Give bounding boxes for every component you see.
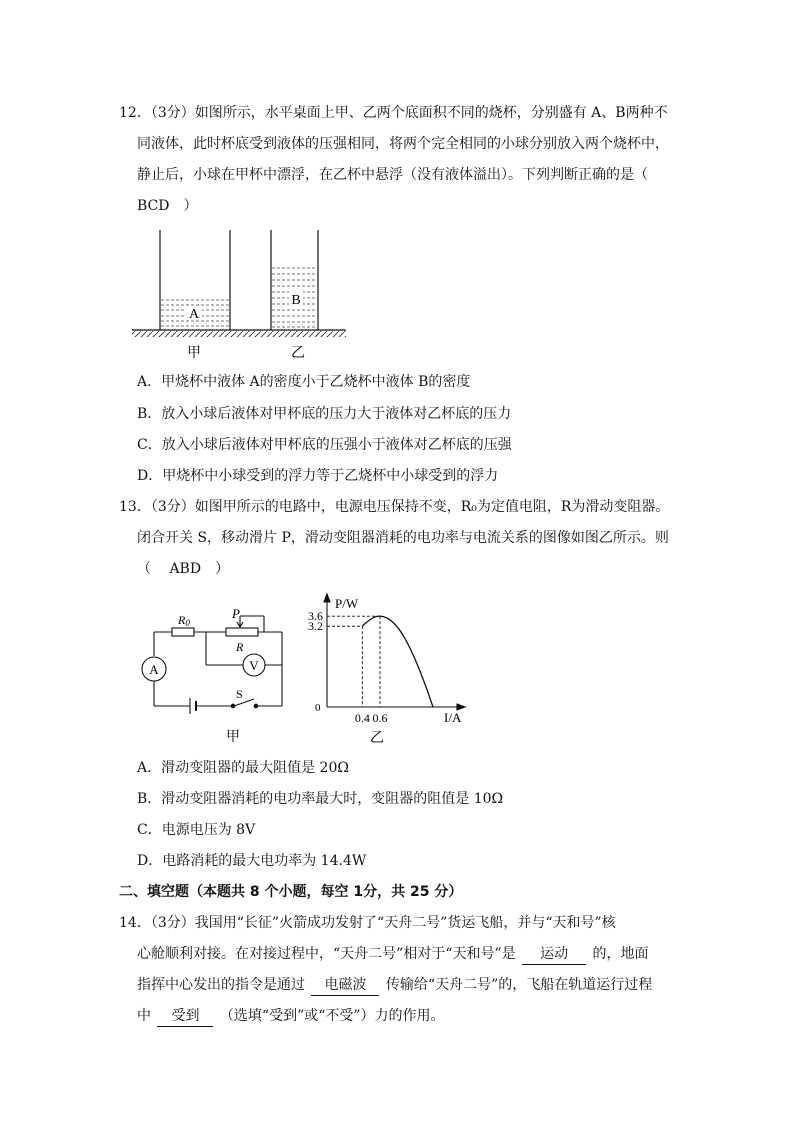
q14-line-4-text-b: （选填“受到”或“不受”）力的作用。 [219,1008,445,1024]
y-tick-label: 3.2 [308,619,323,634]
q12-beakers-figure [128,224,358,364]
x-axis-label: I/A [444,710,462,725]
liquid-a-label: A [188,307,200,322]
q12-option-d: D．甲烧杯中小球受到的浮力等于乙烧杯中小球受到的浮力 [137,468,499,484]
q12-option-c: C．放入小球后液体对甲杯底的压强小于液体对乙杯底的压强 [137,437,512,453]
q12-answer: BCD ） [137,198,198,214]
q13-answer: （ ABD ） [137,561,230,577]
ammeter-label: A [149,662,159,677]
q13-power-current-graph [298,590,478,750]
q13-circuit-figure [136,606,296,748]
circuit-caption: 甲 [226,729,240,745]
q13-option-c: C．电源电压为 8V [137,822,256,838]
q13-line-2: 闭合开关 S，移动滑片 P，滑动变阻器消耗的电功率与电流关系的图像如图乙所示。则 [137,530,669,546]
q14-blank-1: 运动 [522,944,586,965]
q13-option-a: A．滑动变阻器的最大阻值是 20Ω [137,760,349,776]
q14-blank-2: 电磁波 [311,975,379,996]
beaker-b [271,230,318,330]
q12-line-2: 同液体，此时杯底受到液体的压强相同，将两个完全相同的小球分别放入两个烧杯中， [137,136,669,152]
beaker-a [160,230,230,330]
q14-line-3 [137,975,652,996]
origin-label: 0 [315,702,321,714]
q12-option-b: B．放入小球后液体对甲杯底的压力大于液体对乙杯底的压力 [137,406,512,422]
caption-yi: 乙 [291,345,305,361]
liquid-b-label: B [291,293,301,308]
q14-line-3-text-b: 传输给“天舟二号”的，飞船在轨道运行过程 [385,977,653,993]
graph-caption: 乙 [370,730,384,746]
y-axis-label: P/W [335,596,359,611]
q13-option-d: D．电路消耗的最大电功率为 14.4W [137,853,367,869]
section-title: 二、填空题（本题共 8 个小题，每空 1分，共 25 分） [119,884,463,900]
q13-option-b: B．滑动变阻器消耗的电功率最大时，变阻器的阻值是 10Ω [137,791,504,807]
caption-jia: 甲 [187,345,201,361]
voltmeter-label: V [249,658,259,673]
q12-line-3: 静止后，小球在甲杯中漂浮，在乙杯中悬浮（没有液体溢出）。下列判断正确的是（ [137,167,648,183]
q12-option-a: A．甲烧杯中液体 A的密度小于乙烧杯中液体 B的密度 [137,374,471,390]
rheostat-r-label: R [236,640,244,654]
q14-line-4 [137,1006,445,1027]
q12-line-1: 12．（3分）如图所示，水平桌面上甲、乙两个底面积不同的烧杯，分别盛有 A、B两种不 [119,105,668,121]
q14-line-1: 14．（3分）我国用“长征”火箭成功发射了“天舟二号”货运飞船，并与“天和号”核 [119,915,616,931]
r0-label: R0 [178,613,190,628]
q14-line-2-text-b: 的，地面 [592,946,649,962]
x-tick-label: 0.6 [372,711,388,725]
q14-blank-3: 受到 [157,1006,213,1027]
slider-p-label: P [232,606,240,621]
x-tick-label: 0.4 [354,711,370,725]
switch-label: S [236,687,243,701]
power-curve [362,616,433,707]
q13-line-1: 13．（3分）如图甲所示的电路中，电源电压保持不变，R₀为定值电阻，R为滑动变阻器。 [119,499,670,515]
q14-line-4-text-a: 中 [137,1008,151,1024]
q14-line-2-text-a: 心舱顺利对接。在对接过程中，“天舟二号”相对于“天和号”是 [137,946,516,962]
q14-line-2 [137,944,649,965]
y-tick-label: 3.6 [308,609,323,624]
q14-line-3-text-a: 指挥中心发出的指令是通过 [137,977,305,993]
